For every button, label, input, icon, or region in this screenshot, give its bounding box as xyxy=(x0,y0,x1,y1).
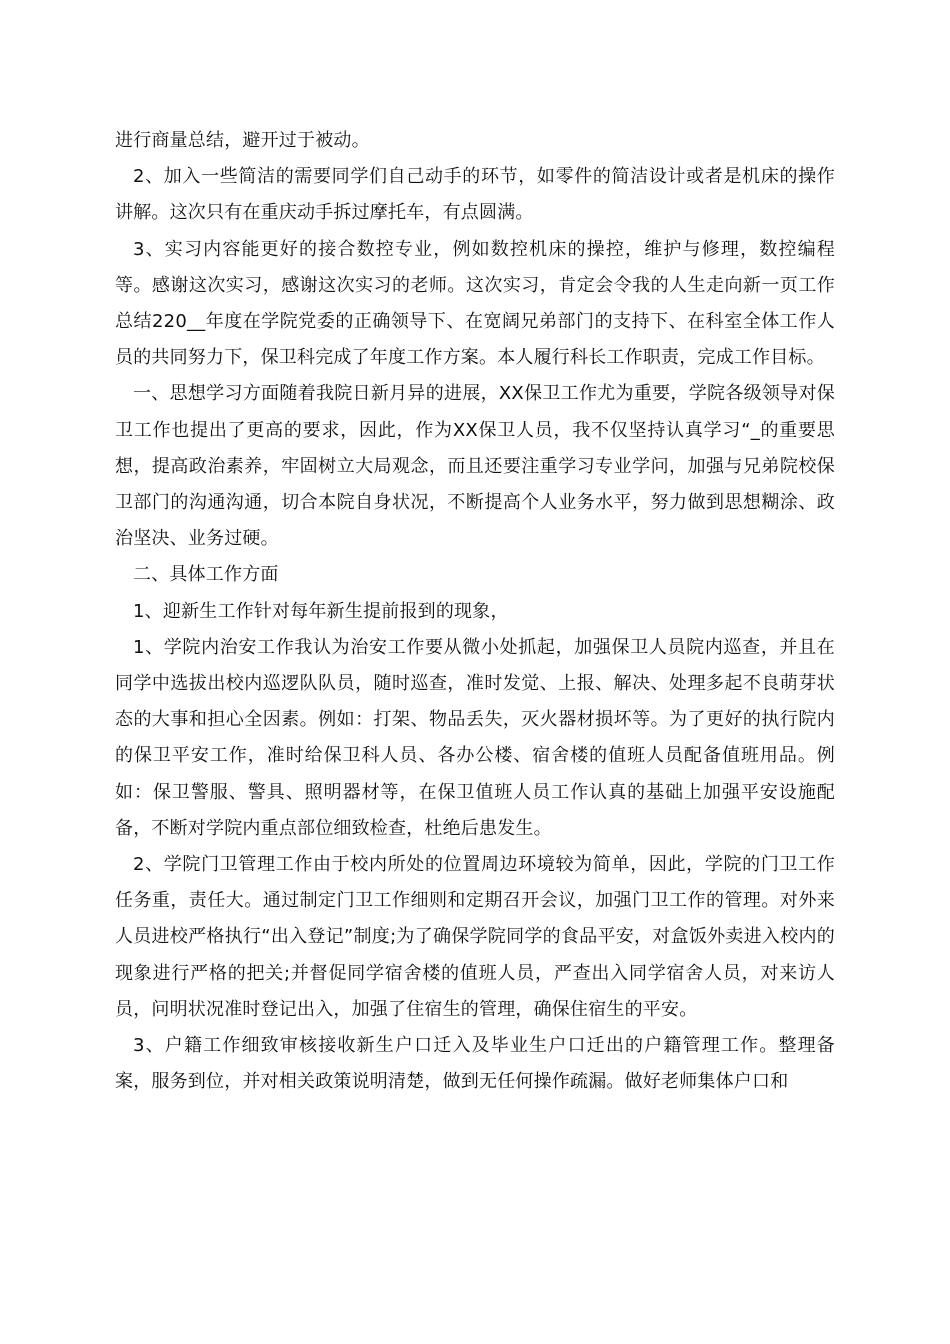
paragraph-3: 3、实习内容能更好的接合数控专业，例如数控机床的操控，维护与修理，数控编程等。感谢这次实习，感谢这次实习的老师。这次实习，肯定会令我的人生走向新一页工作总结220__年度在学院党委的正确领导下、在宽阔兄弟部门的支持下、在科室全体工作人员的共同努力下，保卫科完成了年度工作方案。本人履行科长工作职责，完成工作目标。 xyxy=(115,238,835,369)
paragraph-9: 3、户籍工作细致审核接收新生户口迁入及毕业生户口迁出的户籍管理工作。整理备案，服务到位，并对相关政策说明清楚，做到无任何操作疏漏。做好老师集体户口和 xyxy=(115,1035,835,1093)
document-body xyxy=(115,123,835,1100)
paragraph-4: 一、思想学习方面随着我院日新月异的进展，XX保卫工作尤为重要，学院各级领导对保卫工作也提出了更高的要求，因此，作为XX保卫人员，我不仅坚持认真学习“_的重要思想，提高政治素养，牢固树立大局观念，而且还要注重学习专业学问，加强与兄弟院校保卫部门的沟通沟通，切合本院自身状况，不断提高个人业务水平，努力做到思想糊涂、政治坚决、业务过硬。 xyxy=(115,383,835,550)
paragraph-2: 2、加入一些简洁的需要同学们自己动手的环节，如零件的简洁设计或者是机床的操作讲解。这次只有在重庆动手拆过摩托车，有点圆满。 xyxy=(115,166,835,224)
section-heading: 二、具体工作方面 xyxy=(133,564,279,586)
paragraph-8: 2、学院门卫管理工作由于校内所处的位置周边环境较为简单，因此，学院的门卫工作任务重，责任大。通过制定门卫工作细则和定期召开会议，加强门卫工作的管理。对外来人员进校严格执行“出入登记”制度;为了确保学院同学的食品平安，对盒饭外卖进入校内的现象进行严格的把关;并督促同学宿舍楼的值班人员，严查出入同学宿舍人员，对来访人员，问明状况准时登记出入，加强了住宿生的管理，确保住宿生的平安。 xyxy=(115,854,835,1020)
paragraph-1: 进行商量总结，避开过于被动。 xyxy=(115,130,370,151)
paragraph-6: 1、迎新生工作针对每年新生提前报到的现象， xyxy=(133,600,509,622)
paragraph-7: 1、学院内治安工作我认为治安工作要从微小处抓起，加强保卫人员院内巡查，并且在同学中选拔出校内巡逻队队员，随时巡查，准时发觉、上报、解决、处理多起不良萌芽状态的大事和担心全因素。例如：打架、物品丢失，灭火器材损坏等。为了更好的执行院内的保卫平安工作，准时给保卫科人员、各办公楼、宿舍楼的值班人员配备值班用品。例如：保卫警服、警具、照明器材等，在保卫值班人员工作认真的基础上加强平安设施配备，不断对学院内重点部位细致检查，杜绝后患发生。 xyxy=(115,636,835,839)
